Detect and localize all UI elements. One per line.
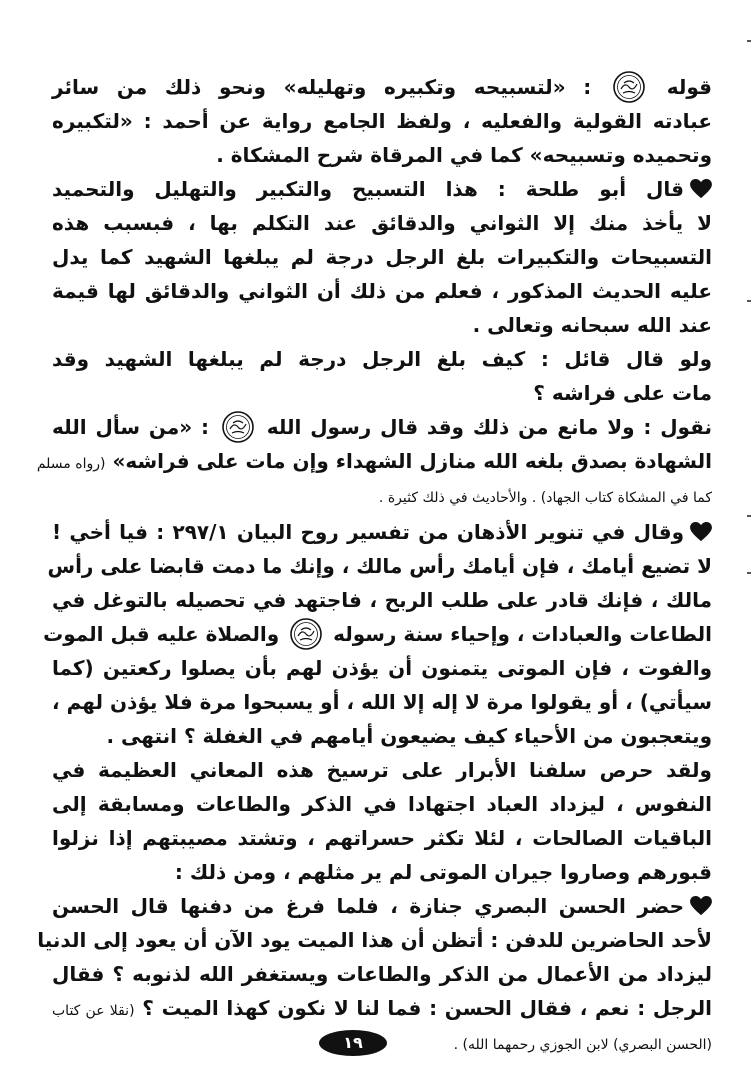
text-line: سيأتي) ، أو يقولوا مرة لا إله إلا الله ، أو يسبحوا مرة فلا يؤذن لهم ، bbox=[52, 690, 712, 714]
text-line: والفوت ، فإن الموتى يتمنون أن يؤذن لهم بأن يصلوا ركعتين (كما bbox=[52, 656, 712, 680]
salawat-seal-icon bbox=[221, 410, 255, 444]
edge-mark bbox=[747, 515, 751, 517]
line-text: الشهادة بصدق بلغه الله منازل الشهداء وإن مات على فراشه» bbox=[112, 449, 712, 473]
text-line bbox=[52, 172, 712, 206]
text-line bbox=[52, 70, 712, 104]
citation-text: (رواه مسلم bbox=[36, 456, 106, 472]
line-text: قال أبو طلحة : هذا التسبيح والتكبير والتهليل والتحميد bbox=[52, 177, 684, 201]
text-line: ولقد حرص سلفنا الأبرار على ترسيخ هذه المعاني العظيمة في bbox=[52, 758, 712, 782]
text-line: لا يأخذ منك إلا الثواني والدقائق عند التكلم بها ، فبسبب هذه bbox=[52, 211, 712, 235]
line-text: وقال في تنوير الأذهان من تفسير روح البيان ٢٩٧/١ : فيا أخي ! bbox=[52, 520, 685, 544]
text-line: مالك ، فإنك قادر على طلب الربح ، فاجتهد في تحصيله بالتوغل في bbox=[52, 588, 712, 612]
text-line: ويتعجبون من الأحياء كيف يضيعون أيامهم في الغفلة ؟ انتهى . bbox=[106, 724, 712, 748]
salawat-seal-icon bbox=[612, 70, 646, 104]
heart-icon bbox=[690, 896, 712, 916]
page-body bbox=[36, 70, 712, 1062]
line-text: والصلاة عليه قبل الموت bbox=[43, 622, 280, 646]
text-line: الباقيات الصالحات ، لئلا تكثر حسراتهم ، وتشتد مصيبتهم إذا نزلوا bbox=[52, 826, 712, 850]
line-text: الطاعات والعبادات ، وإحياء سنة رسوله bbox=[333, 622, 712, 646]
text-line bbox=[36, 444, 712, 481]
salawat-seal-icon bbox=[289, 617, 323, 651]
line-text: : «لتسبيحه وتكبيره وتهليله» ونحو ذلك من سائر bbox=[52, 75, 592, 99]
text-line: كما في المشكاة كتاب الجهاد) . والأحاديث في ذلك كثيرة . bbox=[378, 490, 712, 506]
text-line bbox=[52, 515, 712, 549]
line-text: حضر الحسن البصري جنازة ، فلما فرغ من دفنها قال الحسن bbox=[52, 894, 684, 918]
edge-mark bbox=[747, 572, 751, 574]
text-line: قبورهم وصاروا جيران الموتى لم ير مثلهم ، ومن ذلك : bbox=[174, 860, 712, 884]
text-line bbox=[52, 889, 712, 923]
text-line: ليزداد من الأعمال من الذكر والطاعات ويستغفر الله لذنوبه ؟ فقال bbox=[52, 962, 712, 986]
line-text: الرجل : نعم ، فقال الحسن : فما لنا لا نكون كهذا الميت ؟ bbox=[142, 996, 712, 1020]
text-line: ولو قال قائل : كيف بلغ الرجل درجة لم يبلغها الشهيد وقد bbox=[52, 347, 712, 371]
text-line bbox=[43, 617, 712, 651]
text-line: لأحد الحاضرين للدفن : أتظن أن هذا الميت يود الآن أن يعود إلى الدنيا bbox=[37, 928, 712, 952]
text-line bbox=[52, 991, 712, 1028]
text-line: وتحميده وتسبيحه» كما في المرقاة شرح المشكاة . bbox=[216, 143, 712, 167]
text-line: النفوس ، ليزداد العباد اجتهادا في الذكر والطاعات ومسابقة إلى bbox=[52, 792, 712, 816]
citation-text: (نقلا عن كتاب bbox=[52, 1003, 135, 1019]
text-line: عند الله سبحانه وتعالى . bbox=[472, 313, 712, 337]
edge-mark bbox=[747, 300, 751, 302]
page-number: ١٩ bbox=[319, 1030, 387, 1056]
text-line: مات على فراشه ؟ bbox=[533, 381, 712, 405]
text-line bbox=[52, 410, 712, 444]
text-line: لا تضيع أيامك ، فإن أيامك رأس مالك ، وإنك ما دمت قابضا على رأس bbox=[47, 554, 712, 578]
edge-mark bbox=[747, 40, 751, 42]
text-line: عليه الحديث المذكور ، فعلم من ذلك أن الثواني والدقائق لها قيمة bbox=[52, 279, 712, 303]
text-line: (الحسن البصري) لابن الجوزي رحمهما الله) . bbox=[453, 1037, 712, 1053]
line-text: نقول : ولا مانع من ذلك وقد قال رسول الله bbox=[266, 415, 712, 439]
line-text: : «من سأل الله bbox=[52, 415, 210, 439]
heart-icon bbox=[690, 522, 712, 542]
text-line: التسبيحات والتكبيرات بلغ الرجل درجة لم يبلغها الشهيد كما يدل bbox=[52, 245, 712, 269]
line-text: قوله bbox=[666, 75, 712, 99]
text-line: عبادته القولية والفعليه ، ولفظ الجامع رواية عن أحمد : «لتكبيره bbox=[52, 109, 712, 133]
heart-icon bbox=[690, 179, 712, 199]
